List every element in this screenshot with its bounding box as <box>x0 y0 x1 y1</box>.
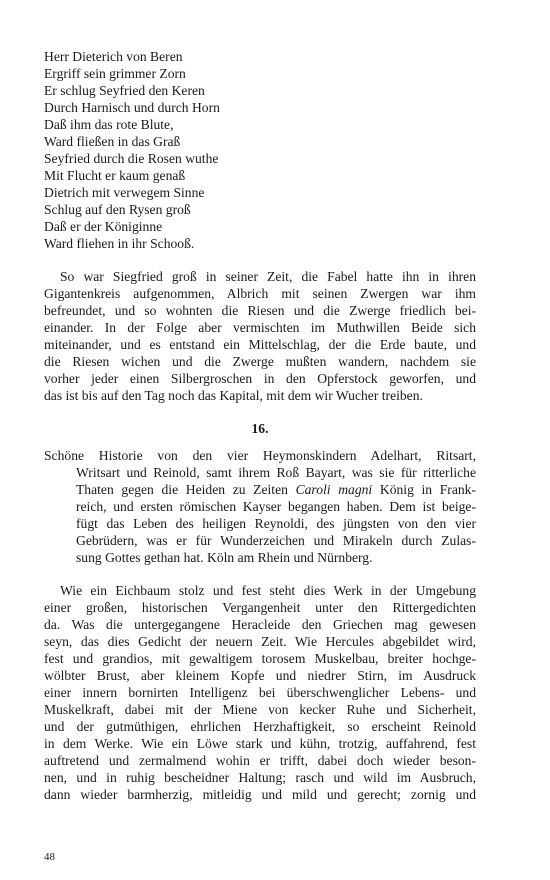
poem-line: Schlug auf den Rysen groß <box>44 202 191 217</box>
text-line: reich, und ersten römischen Kayser begangen haben. Dem ist beige- <box>76 499 476 514</box>
text-line: da. Was die untergegangene Heracleide den Griechen mag gewesen <box>44 617 476 632</box>
page-body <box>44 48 476 803</box>
poem-line: Herr Dieterich von Beren <box>44 49 183 64</box>
section-title <box>44 447 476 566</box>
poem-line: Seyfried durch die Rosen wuthe <box>44 151 219 166</box>
text-line: fügt das Leben des heiligen Reynoldi, des jüngsten von den vier <box>76 516 476 531</box>
text-line: Schöne Historie von den vier Heymonskindern Adelhart, Ritsart, <box>44 448 476 463</box>
text-run: Thaten gegen die Heiden zu Zeiten <box>76 482 296 497</box>
poem-line: Ergriff sein grimmer Zorn <box>44 66 186 81</box>
text-line: dann wieder barmherzig, mitleidig und mild und gerecht; zornig und <box>44 787 476 802</box>
page-number: 48 <box>44 851 55 863</box>
text-line: und der gutmüthigen, ehrlichen Herzhaftigkeit, so erscheint Reinold <box>44 719 476 734</box>
text-line: einander. In der Folge aber vermischten im Muthwillen Beide sich <box>44 320 476 335</box>
poem-line: Durch Harnisch und durch Horn <box>44 100 220 115</box>
text-line: das ist bis auf den Tag noch das Kapital, mit dem wir Wucher treiben. <box>44 388 423 403</box>
text-line: miteinander, und es entstand ein Mittelschlag, der die Erde baute, und <box>44 337 476 352</box>
poem-line: Ward fliehen in ihr Schooß. <box>44 236 195 251</box>
text-line: fest und grandios, mit gewaltigem torosem Muskelbau, breiter hochge- <box>44 651 476 666</box>
poem-line: Daß ihm das rote Blute, <box>44 117 174 132</box>
text-line: Gigantenkreis aufgenommen, Albrich mit seinen Zwergen war ihm <box>44 286 476 301</box>
text-line: Muskelkraft, dabei mit der Miene von kecker Ruhe und Sicherheit, <box>44 702 476 717</box>
text-line: befreundet, und so wohnten die Riesen und die Zwerge friedlich bei- <box>44 303 476 318</box>
text-line: wölbter Brust, aber kleinem Kopfe und niedrer Stirn, im Ausdruck <box>44 668 476 683</box>
section-number: 16. <box>251 421 269 436</box>
paragraph-siegfried <box>44 268 476 404</box>
text-line: nen, und in ruhig bescheidner Haltung; rasch und wild im Ausbruch, <box>44 770 476 785</box>
poem-line: Dietrich mit verwegem Sinne <box>44 185 205 200</box>
poem-line: Mit Flucht er kaum genaß <box>44 168 186 183</box>
paragraph-eichbaum <box>44 582 476 803</box>
text-line: in dem Werke. Wie ein Löwe stark und kühn, trotzig, auffahrend, fest <box>44 736 476 751</box>
italic-text: Caroli magni <box>295 482 373 497</box>
text-line: So war Siegfried groß in seiner Zeit, die Fabel hatte ihn in ihren <box>60 269 476 284</box>
text-line: Gebrüdern, was er für Wunderzeichen und Mirakeln durch Zulas- <box>76 533 476 548</box>
text-line: die Riesen wichen und die Zwerge mußten wandern, nachdem sie <box>44 354 476 369</box>
poem-line: Daß er der Königinne <box>44 219 163 234</box>
text-line: einer großen, historischen Vergangenheit unter den Rittergedichten <box>44 600 476 615</box>
text-line: auftretend und zermalmend wohin er trifft, dabei doch wieder beson- <box>44 753 476 768</box>
poem-line: Er schlug Seyfried den Keren <box>44 83 205 98</box>
text-line: seyn, das dies Gedicht der neuern Zeit. Wie Hercules abgebildet wird, <box>44 634 476 649</box>
text-line <box>60 481 476 498</box>
text-run: König in Frank- <box>372 482 476 497</box>
poem-line: Ward fließen in das Graß <box>44 134 181 149</box>
text-line: einer innern bornirten Intelligenz bei überschwenglicher Lebens- und <box>44 685 476 700</box>
text-line: vorher jeder einen Silbergroschen in den Opferstock geworfen, und <box>44 371 476 386</box>
text-line: Writsart und Reinold, samt ihrem Roß Bayart, was sie für ritterliche <box>76 465 476 480</box>
poem-stanza <box>44 48 476 252</box>
text-line: sung Gottes gethan hat. Köln am Rhein und Nürnberg. <box>76 550 373 565</box>
text-line: Wie ein Eichbaum stolz und fest steht dies Werk in der Umgebung <box>60 583 476 598</box>
